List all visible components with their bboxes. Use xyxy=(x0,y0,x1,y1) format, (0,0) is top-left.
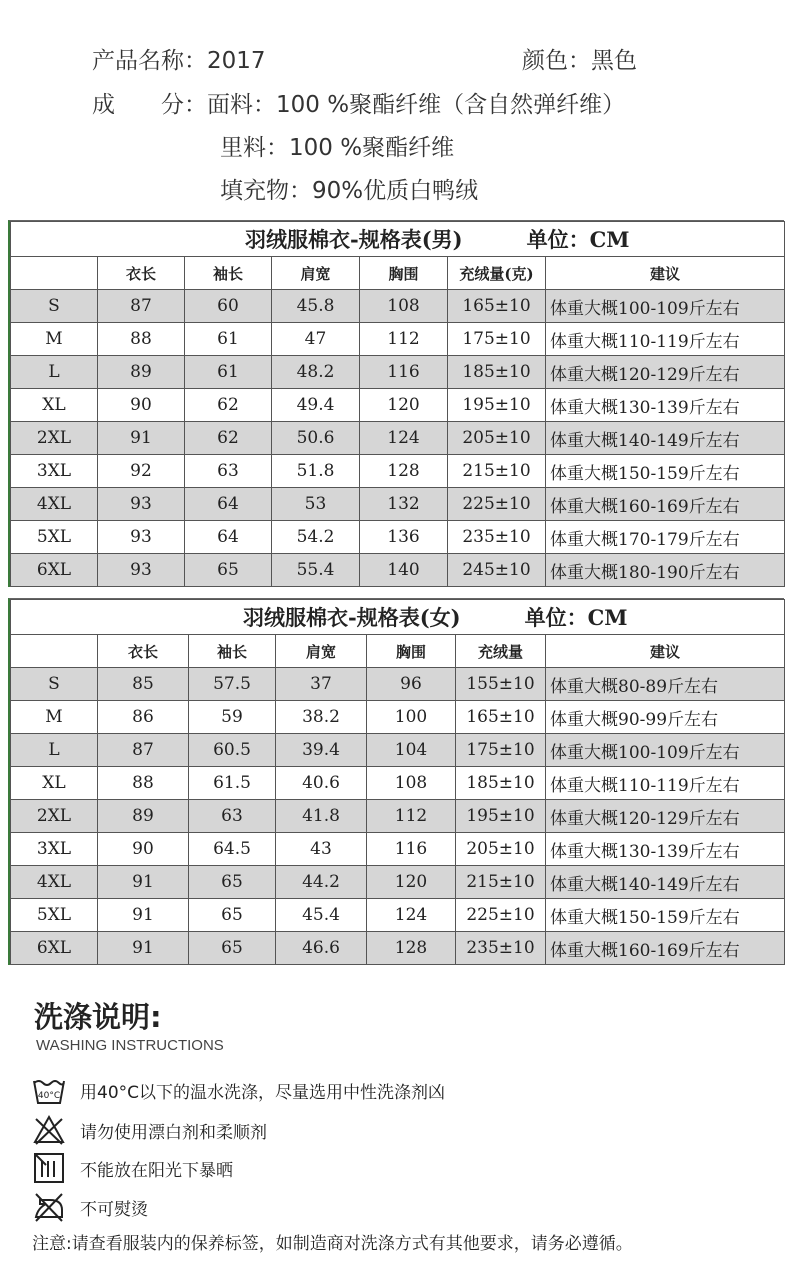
table-cell: 235±10 xyxy=(448,521,546,554)
size-cell: XL xyxy=(11,389,98,422)
men-table-unit: 单位：CM xyxy=(526,227,630,252)
recommendation-cell: 体重大概110-119斤左右 xyxy=(546,323,785,356)
table-cell: 165±10 xyxy=(456,701,546,734)
table-cell: 132 xyxy=(360,488,448,521)
column-header: 袖长 xyxy=(185,257,272,290)
men-table-title: 羽绒服棉衣-规格表(男) xyxy=(245,227,463,252)
table-cell: 43 xyxy=(276,833,367,866)
size-cell: 4XL xyxy=(11,866,98,899)
column-header: 肩宽 xyxy=(272,257,360,290)
table-cell: 185±10 xyxy=(456,767,546,800)
women-size-table-wrap xyxy=(8,598,784,965)
table-cell: 45.8 xyxy=(272,290,360,323)
size-cell: S xyxy=(11,668,98,701)
table-row xyxy=(11,734,785,767)
table-cell: 155±10 xyxy=(456,668,546,701)
recommendation-cell: 体重大概160-169斤左右 xyxy=(546,932,785,965)
size-cell: S xyxy=(11,290,98,323)
washing-title: 洗涤说明: xyxy=(34,1000,162,1034)
table-row xyxy=(11,899,785,932)
recommendation-cell: 体重大概180-190斤左右 xyxy=(546,554,785,587)
recommendation-cell: 体重大概100-109斤左右 xyxy=(546,734,785,767)
column-header xyxy=(11,257,98,290)
composition-line xyxy=(92,86,625,119)
size-cell: XL xyxy=(11,767,98,800)
table-cell: 46.6 xyxy=(276,932,367,965)
table-cell: 93 xyxy=(98,554,185,587)
washing-item-text: 请勿使用漂白剂和柔顺剂 xyxy=(80,1122,267,1143)
table-cell: 91 xyxy=(98,422,185,455)
washing-note: 注意:请查看服装内的保养标签，如制造商对洗涤方式有其他要求，请务必遵循。 xyxy=(32,1234,633,1254)
wash-40c-icon xyxy=(32,1073,66,1107)
table-cell: 120 xyxy=(360,389,448,422)
size-cell: 2XL xyxy=(11,422,98,455)
table-cell: 108 xyxy=(360,290,448,323)
table-cell: 86 xyxy=(98,701,189,734)
column-header: 衣长 xyxy=(98,635,189,668)
table-cell: 120 xyxy=(367,866,456,899)
table-cell: 60 xyxy=(185,290,272,323)
size-cell: 6XL xyxy=(11,932,98,965)
size-cell: 3XL xyxy=(11,455,98,488)
no-bleach-icon xyxy=(32,1113,66,1147)
table-cell: 59 xyxy=(189,701,276,734)
table-cell: 91 xyxy=(98,899,189,932)
size-cell: 5XL xyxy=(11,899,98,932)
table-cell: 93 xyxy=(98,488,185,521)
washing-item-text: 不能放在阳光下暴晒 xyxy=(80,1160,233,1181)
table-cell: 112 xyxy=(360,323,448,356)
recommendation-cell: 体重大概130-139斤左右 xyxy=(546,833,785,866)
table-cell: 61.5 xyxy=(189,767,276,800)
table-cell: 185±10 xyxy=(448,356,546,389)
recommendation-cell: 体重大概150-159斤左右 xyxy=(546,899,785,932)
women-size-table xyxy=(10,599,785,965)
recommendation-cell: 体重大概170-179斤左右 xyxy=(546,521,785,554)
table-cell: 55.4 xyxy=(272,554,360,587)
table-cell: 104 xyxy=(367,734,456,767)
men-size-table-wrap xyxy=(8,220,784,587)
table-row xyxy=(11,554,785,587)
column-header: 建议 xyxy=(546,635,785,668)
washing-item xyxy=(32,1190,148,1224)
column-header: 胸围 xyxy=(367,635,456,668)
table-cell: 88 xyxy=(98,323,185,356)
size-cell: L xyxy=(11,734,98,767)
recommendation-cell: 体重大概90-99斤左右 xyxy=(546,701,785,734)
recommendation-cell: 体重大概120-129斤左右 xyxy=(546,800,785,833)
table-cell: 85 xyxy=(98,668,189,701)
column-header: 衣长 xyxy=(98,257,185,290)
table-row xyxy=(11,422,785,455)
table-cell: 205±10 xyxy=(456,833,546,866)
table-cell: 165±10 xyxy=(448,290,546,323)
table-cell: 100 xyxy=(367,701,456,734)
table-cell: 60.5 xyxy=(189,734,276,767)
composition-label: 成 分： xyxy=(92,92,207,118)
table-cell: 38.2 xyxy=(276,701,367,734)
svg-text:40°C: 40°C xyxy=(37,1091,61,1101)
table-row xyxy=(11,866,785,899)
table-cell: 108 xyxy=(367,767,456,800)
table-cell: 48.2 xyxy=(272,356,360,389)
product-info xyxy=(0,0,790,215)
men-size-table xyxy=(10,221,785,587)
size-cell: 6XL xyxy=(11,554,98,587)
recommendation-cell: 体重大概110-119斤左右 xyxy=(546,767,785,800)
table-row xyxy=(11,800,785,833)
table-cell: 54.2 xyxy=(272,521,360,554)
men-table-body xyxy=(11,290,785,587)
table-cell: 62 xyxy=(185,422,272,455)
table-row xyxy=(11,455,785,488)
table-cell: 65 xyxy=(189,866,276,899)
table-cell: 49.4 xyxy=(272,389,360,422)
washing-item-text: 不可熨烫 xyxy=(80,1199,148,1220)
table-cell: 225±10 xyxy=(456,899,546,932)
table-cell: 225±10 xyxy=(448,488,546,521)
women-table-title: 羽绒服棉衣-规格表(女) xyxy=(243,605,461,630)
table-cell: 61 xyxy=(185,356,272,389)
product-color-line xyxy=(522,42,637,75)
women-table-title-row xyxy=(11,600,785,635)
table-cell: 40.6 xyxy=(276,767,367,800)
product-name-value: 2017 xyxy=(207,48,266,74)
table-cell: 140 xyxy=(360,554,448,587)
column-header: 袖长 xyxy=(189,635,276,668)
table-row xyxy=(11,290,785,323)
recommendation-cell: 体重大概160-169斤左右 xyxy=(546,488,785,521)
table-cell: 124 xyxy=(367,899,456,932)
table-row xyxy=(11,488,785,521)
table-cell: 128 xyxy=(367,932,456,965)
table-row xyxy=(11,521,785,554)
size-cell: 3XL xyxy=(11,833,98,866)
table-cell: 64 xyxy=(185,488,272,521)
table-cell: 175±10 xyxy=(448,323,546,356)
recommendation-cell: 体重大概150-159斤左右 xyxy=(546,455,785,488)
product-color-label: 颜色： xyxy=(522,48,591,74)
table-row xyxy=(11,767,785,800)
table-row xyxy=(11,389,785,422)
column-header xyxy=(11,635,98,668)
table-cell: 91 xyxy=(98,932,189,965)
women-table-header-row xyxy=(11,635,785,668)
table-cell: 50.6 xyxy=(272,422,360,455)
table-cell: 65 xyxy=(189,932,276,965)
table-cell: 112 xyxy=(367,800,456,833)
recommendation-cell: 体重大概80-89斤左右 xyxy=(546,668,785,701)
filling-text: 填充物：90%优质白鸭绒 xyxy=(220,178,479,204)
fabric-text: 面料：100 %聚酯纤维（含自然弹纤维） xyxy=(207,92,626,118)
washing-instructions xyxy=(20,985,770,1265)
table-row xyxy=(11,833,785,866)
table-cell: 245±10 xyxy=(448,554,546,587)
column-header: 建议 xyxy=(546,257,785,290)
table-cell: 39.4 xyxy=(276,734,367,767)
table-cell: 87 xyxy=(98,290,185,323)
table-cell: 47 xyxy=(272,323,360,356)
table-cell: 63 xyxy=(189,800,276,833)
washing-subtitle: WASHING INSTRUCTIONS xyxy=(36,1037,224,1054)
product-name-label: 产品名称： xyxy=(92,48,207,74)
table-cell: 41.8 xyxy=(276,800,367,833)
table-cell: 124 xyxy=(360,422,448,455)
washing-item xyxy=(32,1151,233,1185)
column-header: 充绒量 xyxy=(456,635,546,668)
table-cell: 116 xyxy=(367,833,456,866)
table-row xyxy=(11,356,785,389)
table-cell: 57.5 xyxy=(189,668,276,701)
size-cell: 4XL xyxy=(11,488,98,521)
column-header: 肩宽 xyxy=(276,635,367,668)
size-cell: M xyxy=(11,701,98,734)
size-cell: 2XL xyxy=(11,800,98,833)
women-table-unit: 单位：CM xyxy=(524,605,628,630)
table-cell: 93 xyxy=(98,521,185,554)
table-cell: 215±10 xyxy=(448,455,546,488)
table-cell: 65 xyxy=(185,554,272,587)
washing-item xyxy=(32,1113,267,1147)
table-cell: 64 xyxy=(185,521,272,554)
table-cell: 64.5 xyxy=(189,833,276,866)
table-cell: 62 xyxy=(185,389,272,422)
table-cell: 205±10 xyxy=(448,422,546,455)
table-cell: 128 xyxy=(360,455,448,488)
table-cell: 53 xyxy=(272,488,360,521)
size-cell: L xyxy=(11,356,98,389)
table-cell: 215±10 xyxy=(456,866,546,899)
table-row xyxy=(11,668,785,701)
table-cell: 235±10 xyxy=(456,932,546,965)
size-cell: M xyxy=(11,323,98,356)
table-cell: 61 xyxy=(185,323,272,356)
table-cell: 91 xyxy=(98,866,189,899)
recommendation-cell: 体重大概120-129斤左右 xyxy=(546,356,785,389)
table-cell: 65 xyxy=(189,899,276,932)
product-name-line xyxy=(92,42,266,75)
table-cell: 136 xyxy=(360,521,448,554)
table-cell: 44.2 xyxy=(276,866,367,899)
table-cell: 63 xyxy=(185,455,272,488)
table-cell: 96 xyxy=(367,668,456,701)
recommendation-cell: 体重大概140-149斤左右 xyxy=(546,866,785,899)
column-header: 胸围 xyxy=(360,257,448,290)
men-table-header-row xyxy=(11,257,785,290)
table-cell: 90 xyxy=(98,389,185,422)
table-cell: 92 xyxy=(98,455,185,488)
table-row xyxy=(11,323,785,356)
table-cell: 89 xyxy=(98,356,185,389)
table-cell: 37 xyxy=(276,668,367,701)
washing-item-text: 用40°C以下的温水洗涤，尽量选用中性洗涤剂凶 xyxy=(80,1082,446,1103)
women-table-body xyxy=(11,668,785,965)
table-cell: 116 xyxy=(360,356,448,389)
recommendation-cell: 体重大概130-139斤左右 xyxy=(546,389,785,422)
no-iron-icon xyxy=(32,1190,66,1224)
table-cell: 45.4 xyxy=(276,899,367,932)
recommendation-cell: 体重大概100-109斤左右 xyxy=(546,290,785,323)
table-cell: 89 xyxy=(98,800,189,833)
washing-item xyxy=(32,1073,445,1107)
table-cell: 87 xyxy=(98,734,189,767)
table-row xyxy=(11,701,785,734)
size-cell: 5XL xyxy=(11,521,98,554)
table-cell: 90 xyxy=(98,833,189,866)
recommendation-cell: 体重大概140-149斤左右 xyxy=(546,422,785,455)
table-cell: 195±10 xyxy=(448,389,546,422)
column-header: 充绒量(克) xyxy=(448,257,546,290)
dry-in-shade-icon xyxy=(32,1151,66,1185)
table-cell: 88 xyxy=(98,767,189,800)
lining-text: 里料：100 %聚酯纤维 xyxy=(220,135,455,161)
table-cell: 51.8 xyxy=(272,455,360,488)
table-row xyxy=(11,932,785,965)
product-color-value: 黑色 xyxy=(591,48,637,74)
table-cell: 175±10 xyxy=(456,734,546,767)
men-table-title-row xyxy=(11,222,785,257)
table-cell: 195±10 xyxy=(456,800,546,833)
